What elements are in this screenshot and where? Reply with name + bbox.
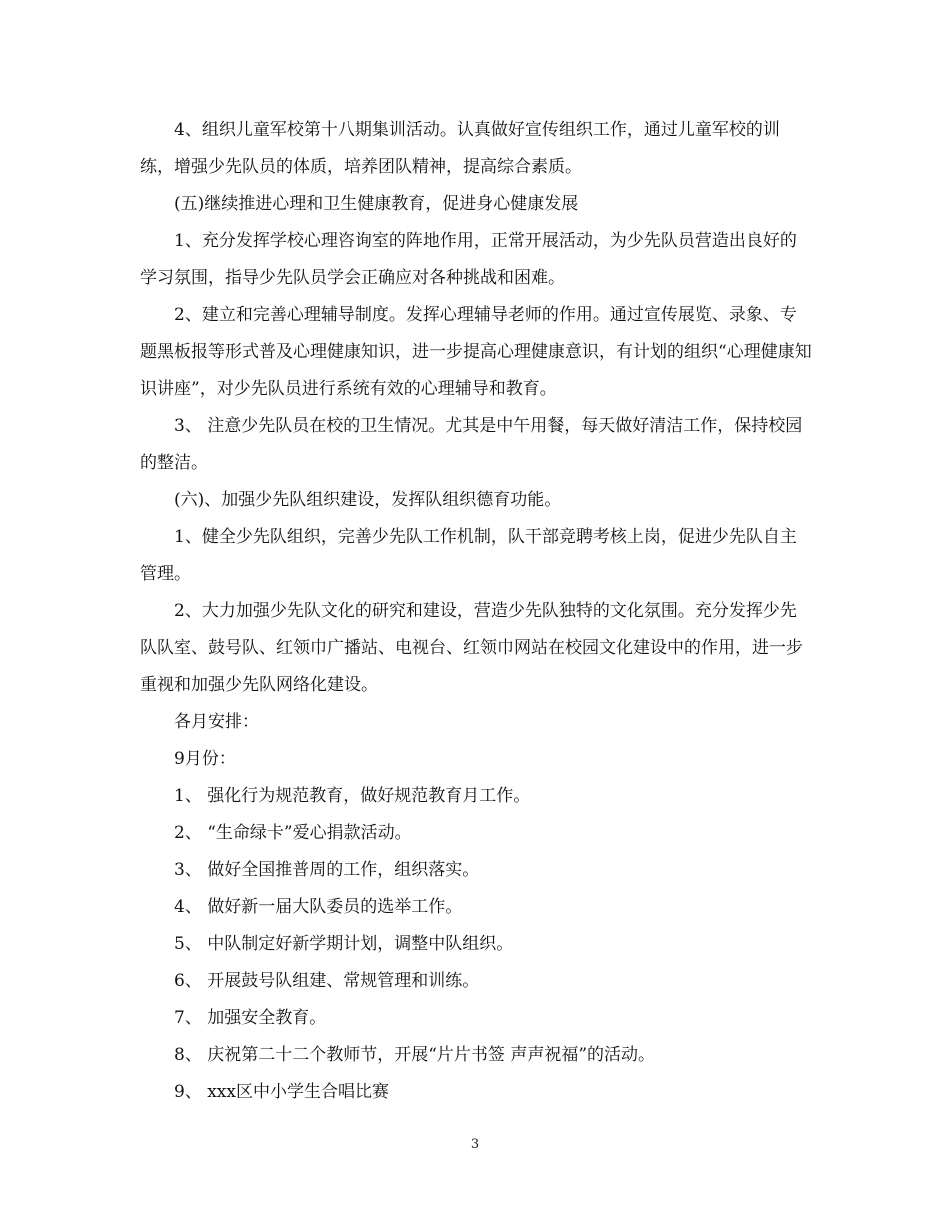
list-item: 4、 做好新一届大队委员的选举工作。 <box>174 897 463 917</box>
list-item: 3、 做好全国推普周的工作，组织落实。 <box>174 860 480 880</box>
list-item: 2、 “生命绿卡”爱心捐款活动。 <box>174 823 412 843</box>
list-item: 5、 中队制定好新学期计划，调整中队组织。 <box>174 934 514 954</box>
paragraph-counseling-room: 1、充分发挥学校心理咨询室的阵地作用，正常开展活动，为少先队员营造出良好的学习氛围，指导少先队员学会正确应对各种挑战和困难。 <box>140 231 797 288</box>
heading-monthly-schedule: 各月安排： <box>174 712 259 732</box>
heading-september: 9月份： <box>174 749 236 769</box>
paragraph-organization: 1、健全少先队组织，完善少先队工作机制，队干部竞聘考核上岗，促进少先队自主管理。 <box>140 527 797 584</box>
list-item: 9、 xxx区中小学生合唱比赛 <box>174 1082 389 1102</box>
list-item: 6、 开展鼓号队组建、常规管理和训练。 <box>174 971 480 991</box>
page-number: 3 <box>470 1137 480 1152</box>
list-item: 1、 强化行为规范教育，做好规范教育月工作。 <box>174 786 531 806</box>
heading-section-six: (六)、加强少先队组织建设，发挥队组织德育功能。 <box>174 490 562 510</box>
paragraph-hygiene: 3、 注意少先队员在校的卫生情况。尤其是中午用餐，每天做好清洁工作，保持校园的整洁。 <box>140 416 803 473</box>
paragraph-counseling-system: 2、建立和完善心理辅导制度。发挥心理辅导老师的作用。通过宣传展览、录象、专题黑板报等形式普及心理健康知识，进一步提高心理健康意识，有计划的组织“心理健康知识讲座”，对少先队员进行系统有效的心理辅导和教育。 <box>140 305 812 399</box>
heading-section-five: (五)继续推进心理和卫生健康教育，促进身心健康发展 <box>174 194 579 214</box>
list-item: 7、 加强安全教育。 <box>174 1008 327 1028</box>
paragraph-military-school: 4、组织儿童军校第十八期集训活动。认真做好宣传组织工作，通过儿童军校的训练，增强少先队员的体质，培养团队精神，提高综合素质。 <box>140 120 780 177</box>
paragraph-culture: 2、大力加强少先队文化的研究和建设，营造少先队独特的文化氛围。充分发挥少先队队室、鼓号队、红领巾广播站、电视台、红领巾网站在校园文化建设中的作用，进一步重视和加强少先队网络化建设。 <box>140 601 803 695</box>
list-item: 8、 庆祝第二十二个教师节，开展“片片书签 声声祝福”的活动。 <box>174 1045 656 1065</box>
